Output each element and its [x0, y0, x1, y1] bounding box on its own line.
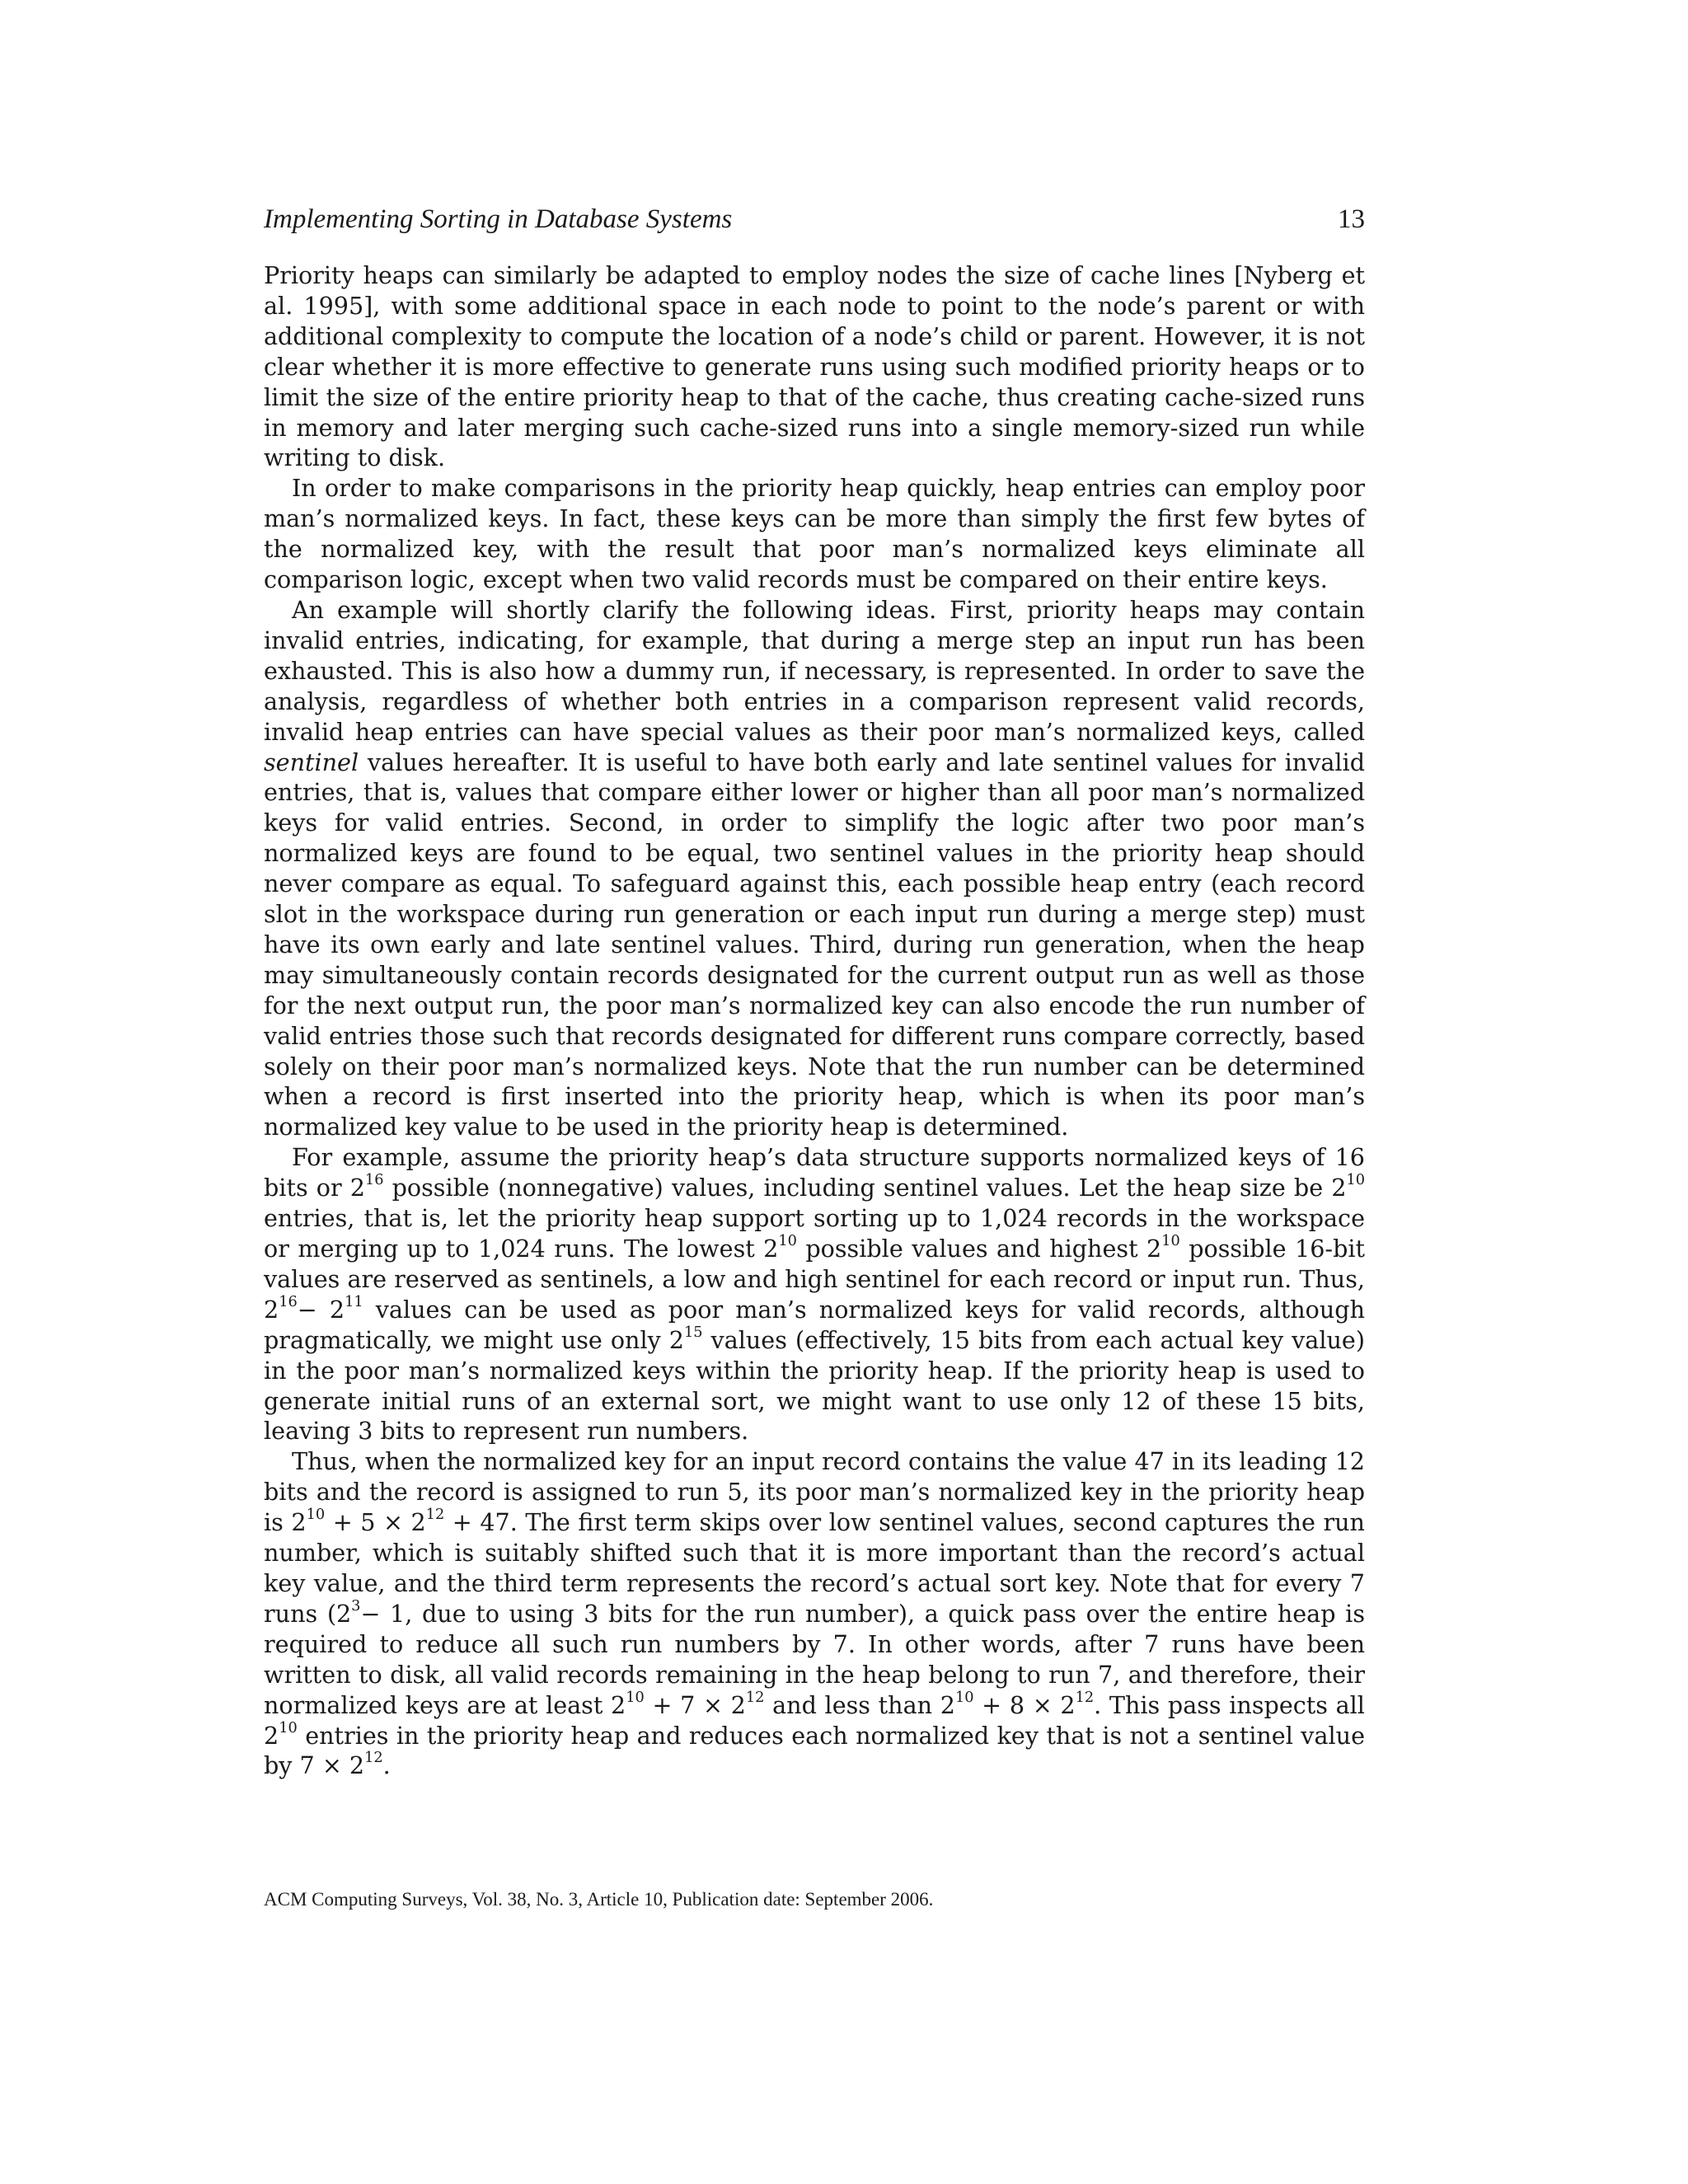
superscript-exponent: 11 [345, 1293, 363, 1310]
text-run: values (effectively, 15 bits from each actual key value) in the poor man’s normalized keys within the priority heap. If the priority heap is used to generate initial runs of an external sort, we might want to use only 12 of these 15 bits, leaving 3 bits to represent run numbers. [264, 1325, 1365, 1446]
superscript-exponent: 10 [626, 1689, 645, 1706]
publication-footer: ACM Computing Surveys, Vol. 38, No. 3, Article 10, Publication date: September 2006. [264, 1889, 934, 1910]
text-run: possible (nonnegative) values, including sentinel values. Let the heap size be 2 [383, 1174, 1347, 1202]
text-run: possible values and highest 2 [796, 1235, 1162, 1263]
superscript-exponent: 12 [745, 1689, 765, 1706]
text-run: + 5 × 2 [325, 1508, 426, 1537]
superscript-exponent: 10 [1161, 1233, 1180, 1250]
text-run: For example, assume the priority heap’s data structure supports normalized keys of 16 bits or 2 [264, 1143, 1365, 1202]
paragraph [264, 595, 1365, 1142]
superscript-exponent: 3 [351, 1598, 361, 1615]
text-run: + 8 × 2 [973, 1690, 1076, 1719]
superscript-exponent: 16 [364, 1172, 384, 1189]
paragraph [264, 1446, 1365, 1781]
superscript-exponent: 16 [279, 1293, 298, 1310]
superscript-exponent: 12 [425, 1507, 445, 1524]
running-title: Implementing Sorting in Database Systems [264, 204, 733, 234]
text-run: − 1, due to using 3 bits for the run number), a quick pass over the entire heap is required to reduce all such run numbers by 7. In other words, after 7 runs have been written to disk, all valid records remaining in the heap belong to run 7, and therefore, their normalized keys are at least 2 [264, 1599, 1365, 1719]
text-run: In order to make comparisons in the priority heap quickly, heap entries can employ poor man’s normalized keys. In fact, these keys can be more than simply the first few bytes of the normalized key, with the result that poor man’s normalized keys eliminate all comparison logic, except when two valid records must be compared on their entire keys. [264, 474, 1365, 594]
text-run: − 2 [297, 1295, 345, 1324]
body-text [264, 260, 1365, 1781]
paragraph [264, 473, 1365, 595]
text-run: . [382, 1751, 391, 1780]
text-run: entries, that is, let the priority heap support sorting up to 1,024 records in the workspace or merging up to 1,024 runs. The lowest 2 [264, 1204, 1365, 1263]
text-run: + 47. The first term skips over low sentinel values, second captures the run number, which is suitably shifted such that it is more important than the record’s actual key value, and the third term represents the record’s actual sort key. Note that for every 7 runs (2 [264, 1508, 1365, 1628]
text-run: + 7 × 2 [644, 1690, 746, 1719]
superscript-exponent: 10 [954, 1689, 974, 1706]
text-run: possible 16-bit values are reserved as sentinels, a low and high sentinel for each record or input run. Thus, 2 [264, 1235, 1366, 1324]
text-run: entries in the priority heap and reduces each normalized key that is not a sentinel value by 7 × 2 [264, 1721, 1365, 1780]
page-number: 13 [1338, 204, 1365, 234]
text-run: and less than 2 [764, 1690, 955, 1719]
text-run: An example will shortly clarify the following ideas. First, priority heaps may contain invalid entries, indicating, for example, that during a merge step an input run has been exhausted. This is also how a dummy run, if necessary, is represented. In order to save the analysis, regardless of whether both entries in a comparison represent valid records, invalid heap entries can have special values as their poor man’s normalized keys, called [264, 595, 1365, 746]
superscript-exponent: 12 [1075, 1689, 1095, 1706]
running-head [264, 203, 1365, 236]
page [264, 203, 1366, 1910]
superscript-exponent: 10 [279, 1719, 298, 1736]
superscript-exponent: 10 [306, 1507, 326, 1524]
text-run: values hereafter. It is useful to have both early and late sentinel values for invalid entries, that is, values that compare either lower or higher than all poor man’s normalized keys for valid entries. Second, in order to simplify the logic after two poor man’s normalized keys are found to be equal, two sentinel values in the priority heap should never compare as equal. To safeguard against this, each possible heap entry (each record slot in the workspace during run generation or each input run during a merge step) must have its own early and late sentinel values. Third, during run generation, when the heap may simultaneously contain records designated for the current output run as well as those for the next output run, the poor man’s normalized key can also encode the run number of valid entries those such that records designated for different runs compare correctly, based solely on their poor man’s normalized keys. Note that the run number can be determined when a record is first inserted into the priority heap, which is when its poor man’s normalized key value to be used in the priority heap is determined. [264, 748, 1365, 1141]
text-run: Priority heaps can similarly be adapted to employ nodes the size of cache lines [Nyberg et al. 1995], with some additional space in each node to point to the node’s parent or with additional complexity to compute the location of a node’s child or parent. However, it is not clear whether it is more effective to generate runs using such modified priority heaps or to limit the size of the entire priority heap to that of the cache, thus creating cache-sized runs in memory and later merging such cache-sized runs into a single memory-sized run while writing to disk. [264, 261, 1365, 472]
superscript-exponent: 10 [778, 1233, 797, 1250]
text-run: Thus, when the normalized key for an input record contains the value 47 in its leading 12 bits and the record is assigned to run 5, its poor man’s normalized key in the priority heap is 2 [264, 1447, 1365, 1537]
paragraph [264, 260, 1365, 473]
italic-term: sentinel [264, 748, 359, 776]
superscript-exponent: 12 [364, 1750, 383, 1767]
paragraph [264, 1142, 1365, 1446]
superscript-exponent: 15 [683, 1324, 703, 1341]
superscript-exponent: 10 [1346, 1172, 1365, 1189]
text-run: . This pass inspects all 2 [264, 1690, 1365, 1750]
text-run: values can be used as poor man’s normalized keys for valid records, although pragmatically, we might use only 2 [264, 1295, 1365, 1354]
